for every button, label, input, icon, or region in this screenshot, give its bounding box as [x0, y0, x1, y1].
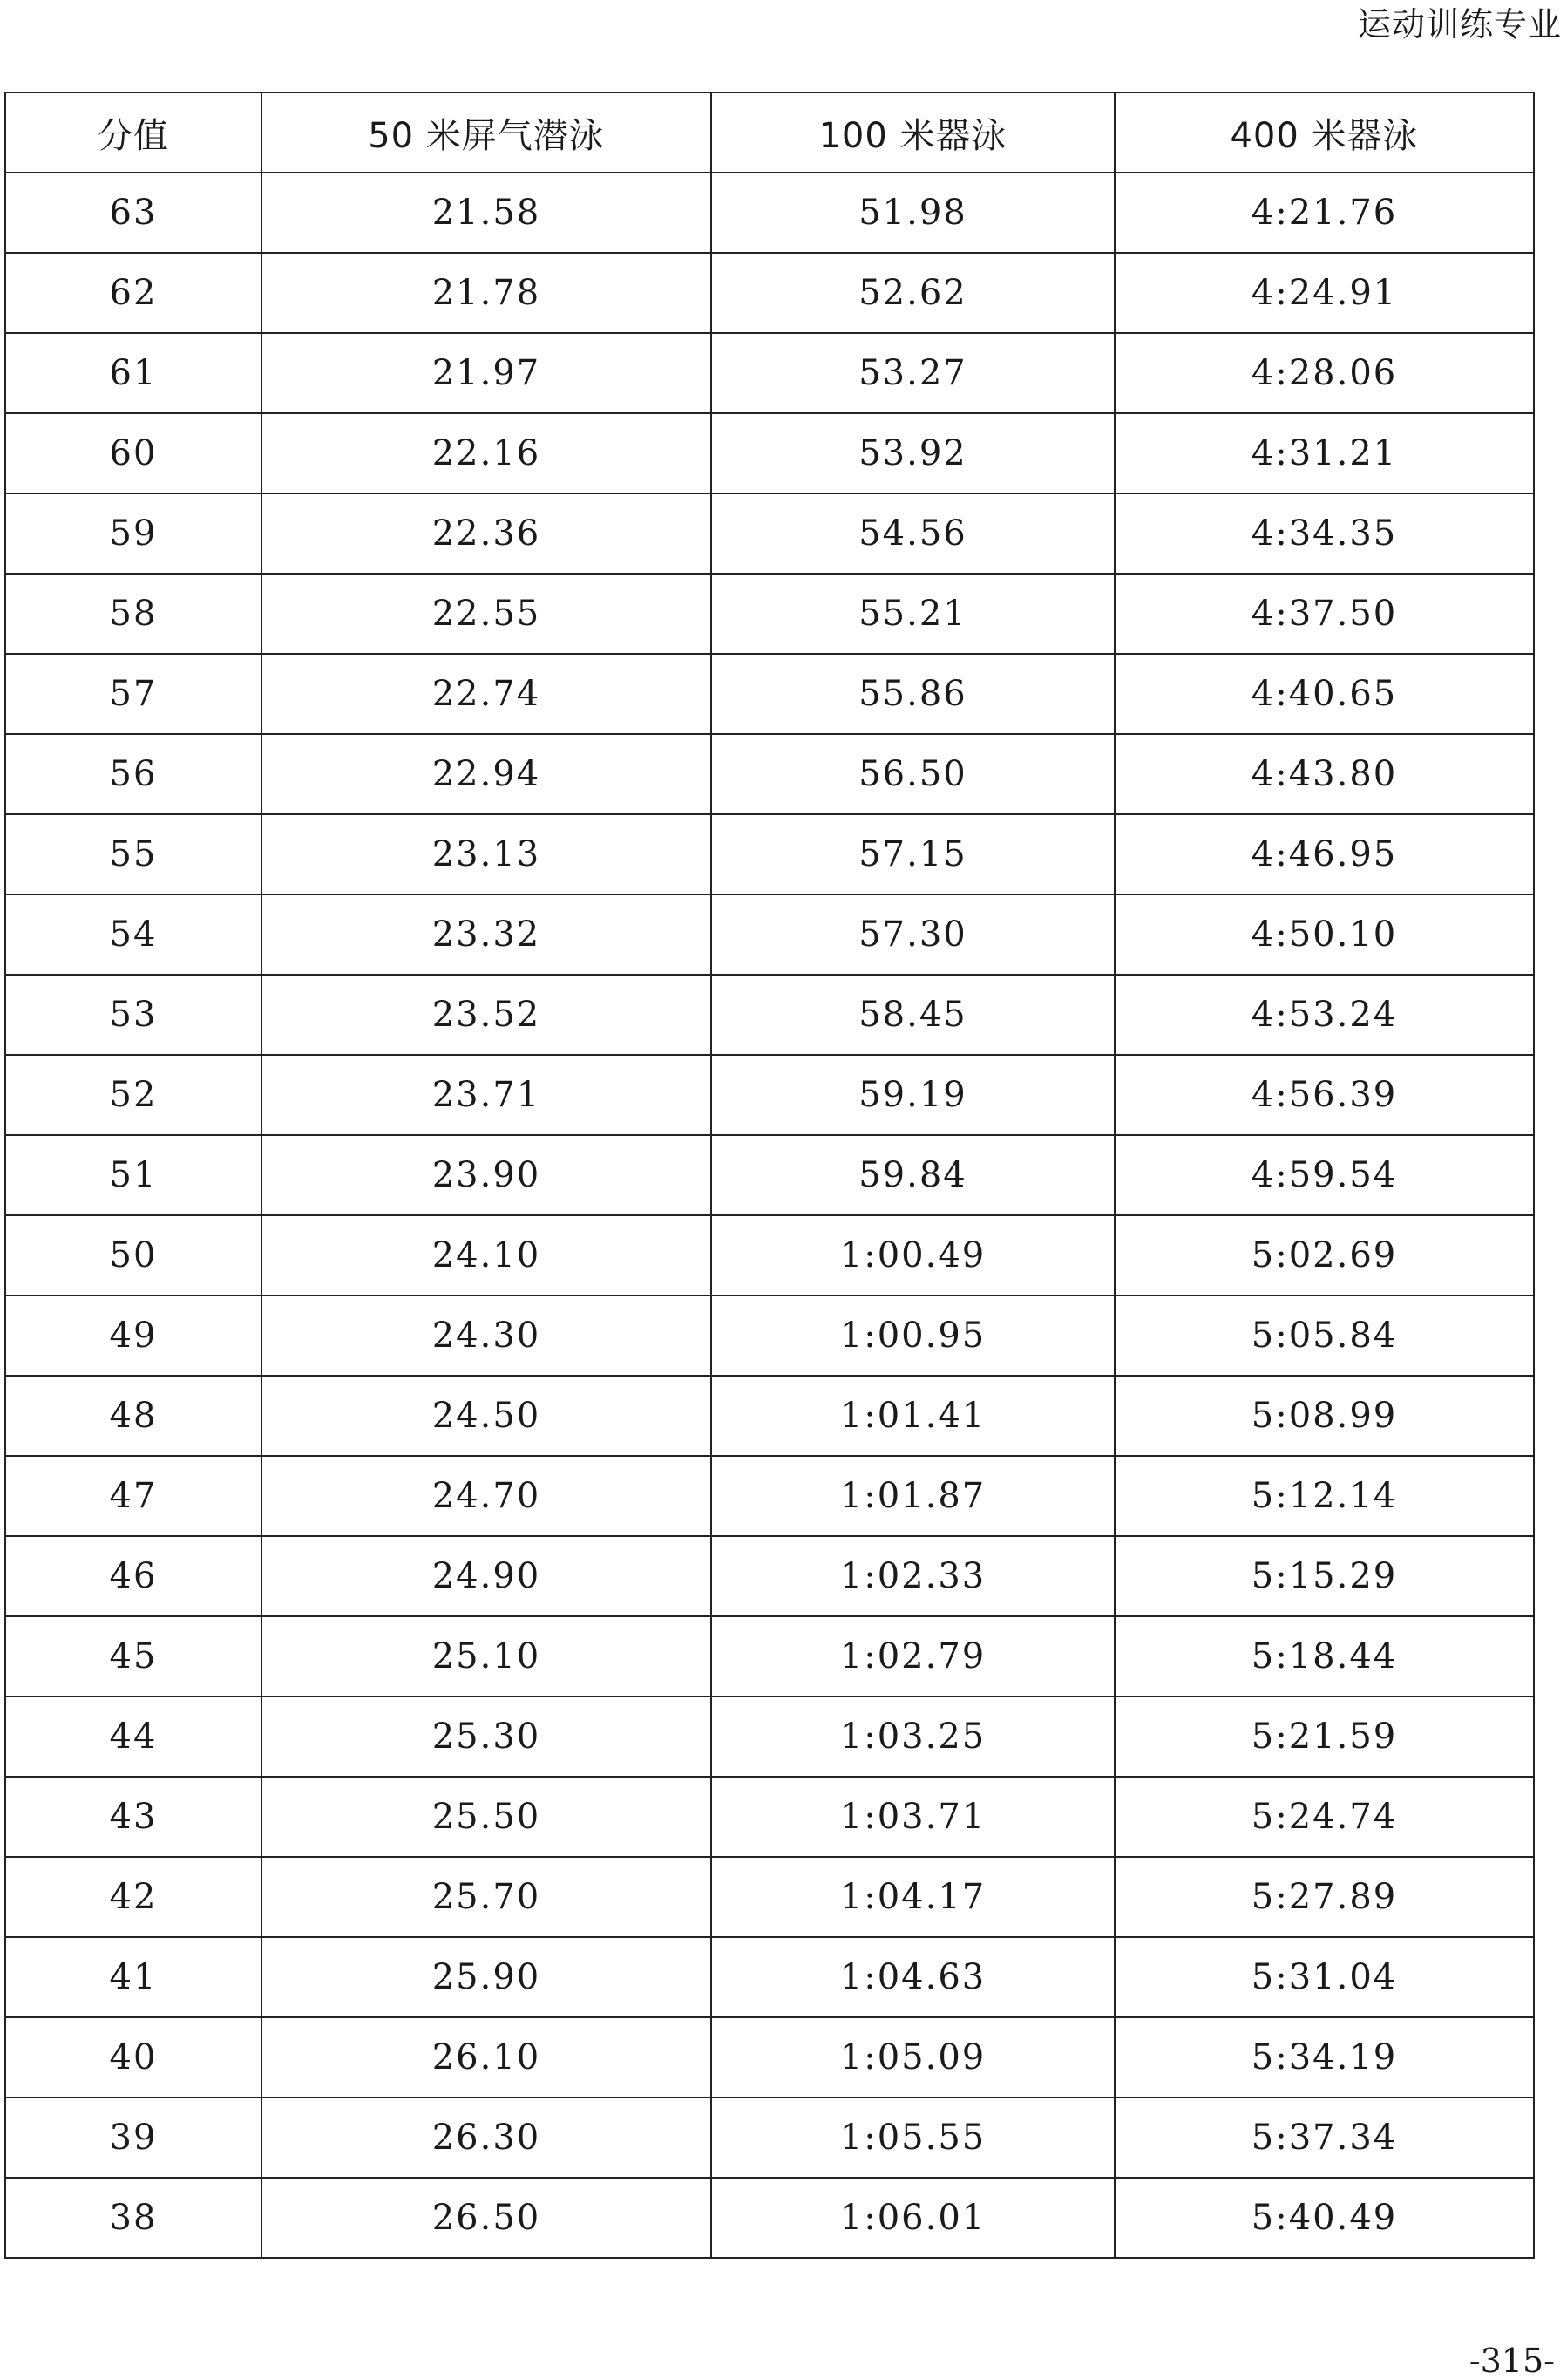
table-row [5, 1777, 1534, 1857]
apparatus-swim-400m-cell: 5:40.49 [1115, 2178, 1534, 2258]
table-row [5, 734, 1534, 814]
breath-hold-dive-50m-cell: 23.71 [261, 1055, 711, 1135]
apparatus-swim-100m-cell: 1:05.55 [711, 2098, 1115, 2178]
breath-hold-dive-50m-cell: 23.90 [261, 1135, 711, 1215]
breath-hold-dive-50m-cell: 23.52 [261, 975, 711, 1055]
apparatus-swim-100m-cell: 1:04.17 [711, 1857, 1115, 1937]
apparatus-swim-100m-cell: 1:03.71 [711, 1777, 1115, 1857]
breath-hold-dive-50m-cell: 24.70 [261, 1456, 711, 1536]
score-cell: 53 [5, 975, 261, 1055]
apparatus-swim-100m-cell: 1:02.33 [711, 1536, 1115, 1616]
apparatus-swim-100m-cell: 58.45 [711, 975, 1115, 1055]
table-row [5, 1376, 1534, 1456]
breath-hold-dive-50m-cell: 22.36 [261, 493, 711, 574]
score-cell: 42 [5, 1857, 261, 1937]
table-row [5, 1055, 1534, 1135]
breath-hold-dive-50m-cell: 25.50 [261, 1777, 711, 1857]
table-row [5, 493, 1534, 574]
table-row [5, 1536, 1534, 1616]
breath-hold-dive-50m-cell: 24.50 [261, 1376, 711, 1456]
apparatus-swim-100m-cell: 51.98 [711, 173, 1115, 253]
score-cell: 44 [5, 1697, 261, 1777]
score-cell: 56 [5, 734, 261, 814]
apparatus-swim-400m-cell: 4:28.06 [1115, 333, 1534, 413]
apparatus-swim-400m-cell: 4:43.80 [1115, 734, 1534, 814]
table-body [5, 173, 1534, 2258]
table-row [5, 1616, 1534, 1697]
table-row [5, 1215, 1534, 1295]
score-cell: 63 [5, 173, 261, 253]
apparatus-swim-400m-cell: 5:05.84 [1115, 1295, 1534, 1376]
table-row [5, 1937, 1534, 2017]
table-row [5, 333, 1534, 413]
apparatus-swim-400m-cell: 4:59.54 [1115, 1135, 1534, 1215]
apparatus-swim-100m-cell: 55.86 [711, 654, 1115, 734]
table-row [5, 1857, 1534, 1937]
breath-hold-dive-50m-cell: 24.10 [261, 1215, 711, 1295]
apparatus-swim-400m-cell: 5:24.74 [1115, 1777, 1534, 1857]
score-cell: 39 [5, 2098, 261, 2178]
breath-hold-dive-50m-cell: 25.70 [261, 1857, 711, 1937]
apparatus-swim-100m-cell: 54.56 [711, 493, 1115, 574]
table-row [5, 2178, 1534, 2258]
table-row [5, 2098, 1534, 2178]
score-cell: 60 [5, 413, 261, 493]
breath-hold-dive-50m-cell: 21.58 [261, 173, 711, 253]
table-row [5, 975, 1534, 1055]
breath-hold-dive-50m-cell: 25.90 [261, 1937, 711, 2017]
apparatus-swim-400m-cell: 4:40.65 [1115, 654, 1534, 734]
breath-hold-dive-50m-cell: 23.13 [261, 814, 711, 894]
breath-hold-dive-50m-cell: 22.55 [261, 574, 711, 654]
breath-hold-dive-50m-cell: 21.97 [261, 333, 711, 413]
apparatus-swim-100m-cell: 53.92 [711, 413, 1115, 493]
table-row [5, 654, 1534, 734]
apparatus-swim-400m-cell: 4:34.35 [1115, 493, 1534, 574]
breath-hold-dive-50m-cell: 25.30 [261, 1697, 711, 1777]
apparatus-swim-100m-cell: 55.21 [711, 574, 1115, 654]
apparatus-swim-100m-cell: 1:00.95 [711, 1295, 1115, 1376]
apparatus-swim-400m-cell: 4:24.91 [1115, 253, 1534, 333]
column-header-400m-apparatus-swim: 400 米器泳 [1115, 92, 1534, 173]
apparatus-swim-400m-cell: 5:37.34 [1115, 2098, 1534, 2178]
table-row [5, 1135, 1534, 1215]
apparatus-swim-400m-cell: 5:34.19 [1115, 2017, 1534, 2098]
table-row [5, 1697, 1534, 1777]
score-cell: 46 [5, 1536, 261, 1616]
score-cell: 43 [5, 1777, 261, 1857]
apparatus-swim-100m-cell: 1:06.01 [711, 2178, 1115, 2258]
apparatus-swim-400m-cell: 5:31.04 [1115, 1937, 1534, 2017]
table-row [5, 1295, 1534, 1376]
table-row [5, 173, 1534, 253]
breath-hold-dive-50m-cell: 22.16 [261, 413, 711, 493]
apparatus-swim-400m-cell: 4:31.21 [1115, 413, 1534, 493]
apparatus-swim-100m-cell: 59.84 [711, 1135, 1115, 1215]
score-cell: 47 [5, 1456, 261, 1536]
apparatus-swim-100m-cell: 1:02.79 [711, 1616, 1115, 1697]
running-header: 运动训练专业 [1357, 5, 1562, 44]
table-row [5, 894, 1534, 975]
page-number: -315- [1469, 2342, 1555, 2380]
score-cell: 50 [5, 1215, 261, 1295]
apparatus-swim-400m-cell: 4:56.39 [1115, 1055, 1534, 1135]
score-cell: 49 [5, 1295, 261, 1376]
apparatus-swim-100m-cell: 53.27 [711, 333, 1115, 413]
breath-hold-dive-50m-cell: 21.78 [261, 253, 711, 333]
score-cell: 55 [5, 814, 261, 894]
score-cell: 59 [5, 493, 261, 574]
apparatus-swim-100m-cell: 1:03.25 [711, 1697, 1115, 1777]
table-row [5, 1456, 1534, 1536]
apparatus-swim-400m-cell: 4:46.95 [1115, 814, 1534, 894]
breath-hold-dive-50m-cell: 24.90 [261, 1536, 711, 1616]
apparatus-swim-100m-cell: 1:04.63 [711, 1937, 1115, 2017]
apparatus-swim-100m-cell: 59.19 [711, 1055, 1115, 1135]
table-row [5, 814, 1534, 894]
score-cell: 45 [5, 1616, 261, 1697]
score-cell: 54 [5, 894, 261, 975]
score-cell: 51 [5, 1135, 261, 1215]
score-cell: 57 [5, 654, 261, 734]
apparatus-swim-400m-cell: 4:53.24 [1115, 975, 1534, 1055]
score-cell: 38 [5, 2178, 261, 2258]
apparatus-swim-100m-cell: 56.50 [711, 734, 1115, 814]
apparatus-swim-400m-cell: 5:12.14 [1115, 1456, 1534, 1536]
apparatus-swim-400m-cell: 5:02.69 [1115, 1215, 1534, 1295]
apparatus-swim-100m-cell: 1:01.87 [711, 1456, 1115, 1536]
table-row [5, 413, 1534, 493]
apparatus-swim-100m-cell: 57.30 [711, 894, 1115, 975]
breath-hold-dive-50m-cell: 23.32 [261, 894, 711, 975]
breath-hold-dive-50m-cell: 22.74 [261, 654, 711, 734]
table-row [5, 253, 1534, 333]
breath-hold-dive-50m-cell: 24.30 [261, 1295, 711, 1376]
score-cell: 52 [5, 1055, 261, 1135]
apparatus-swim-100m-cell: 57.15 [711, 814, 1115, 894]
column-header-50m-breath-hold-dive: 50 米屏气潜泳 [261, 92, 711, 173]
apparatus-swim-400m-cell: 4:21.76 [1115, 173, 1534, 253]
score-cell: 58 [5, 574, 261, 654]
apparatus-swim-400m-cell: 5:27.89 [1115, 1857, 1534, 1937]
table-row [5, 2017, 1534, 2098]
breath-hold-dive-50m-cell: 26.50 [261, 2178, 711, 2258]
score-table [4, 92, 1535, 2259]
apparatus-swim-400m-cell: 5:15.29 [1115, 1536, 1534, 1616]
apparatus-swim-100m-cell: 52.62 [711, 253, 1115, 333]
apparatus-swim-100m-cell: 1:05.09 [711, 2017, 1115, 2098]
breath-hold-dive-50m-cell: 26.10 [261, 2017, 711, 2098]
apparatus-swim-400m-cell: 4:50.10 [1115, 894, 1534, 975]
breath-hold-dive-50m-cell: 22.94 [261, 734, 711, 814]
score-cell: 41 [5, 1937, 261, 2017]
score-cell: 48 [5, 1376, 261, 1456]
apparatus-swim-100m-cell: 1:00.49 [711, 1215, 1115, 1295]
breath-hold-dive-50m-cell: 26.30 [261, 2098, 711, 2178]
column-header-100m-apparatus-swim: 100 米器泳 [711, 92, 1115, 173]
apparatus-swim-400m-cell: 5:08.99 [1115, 1376, 1534, 1456]
apparatus-swim-100m-cell: 1:01.41 [711, 1376, 1115, 1456]
score-cell: 40 [5, 2017, 261, 2098]
apparatus-swim-400m-cell: 5:18.44 [1115, 1616, 1534, 1697]
table-row [5, 574, 1534, 654]
apparatus-swim-400m-cell: 5:21.59 [1115, 1697, 1534, 1777]
score-cell: 62 [5, 253, 261, 333]
column-header-score: 分值 [5, 92, 261, 173]
apparatus-swim-400m-cell: 4:37.50 [1115, 574, 1534, 654]
score-cell: 61 [5, 333, 261, 413]
table-header-row [5, 92, 1534, 173]
breath-hold-dive-50m-cell: 25.10 [261, 1616, 711, 1697]
